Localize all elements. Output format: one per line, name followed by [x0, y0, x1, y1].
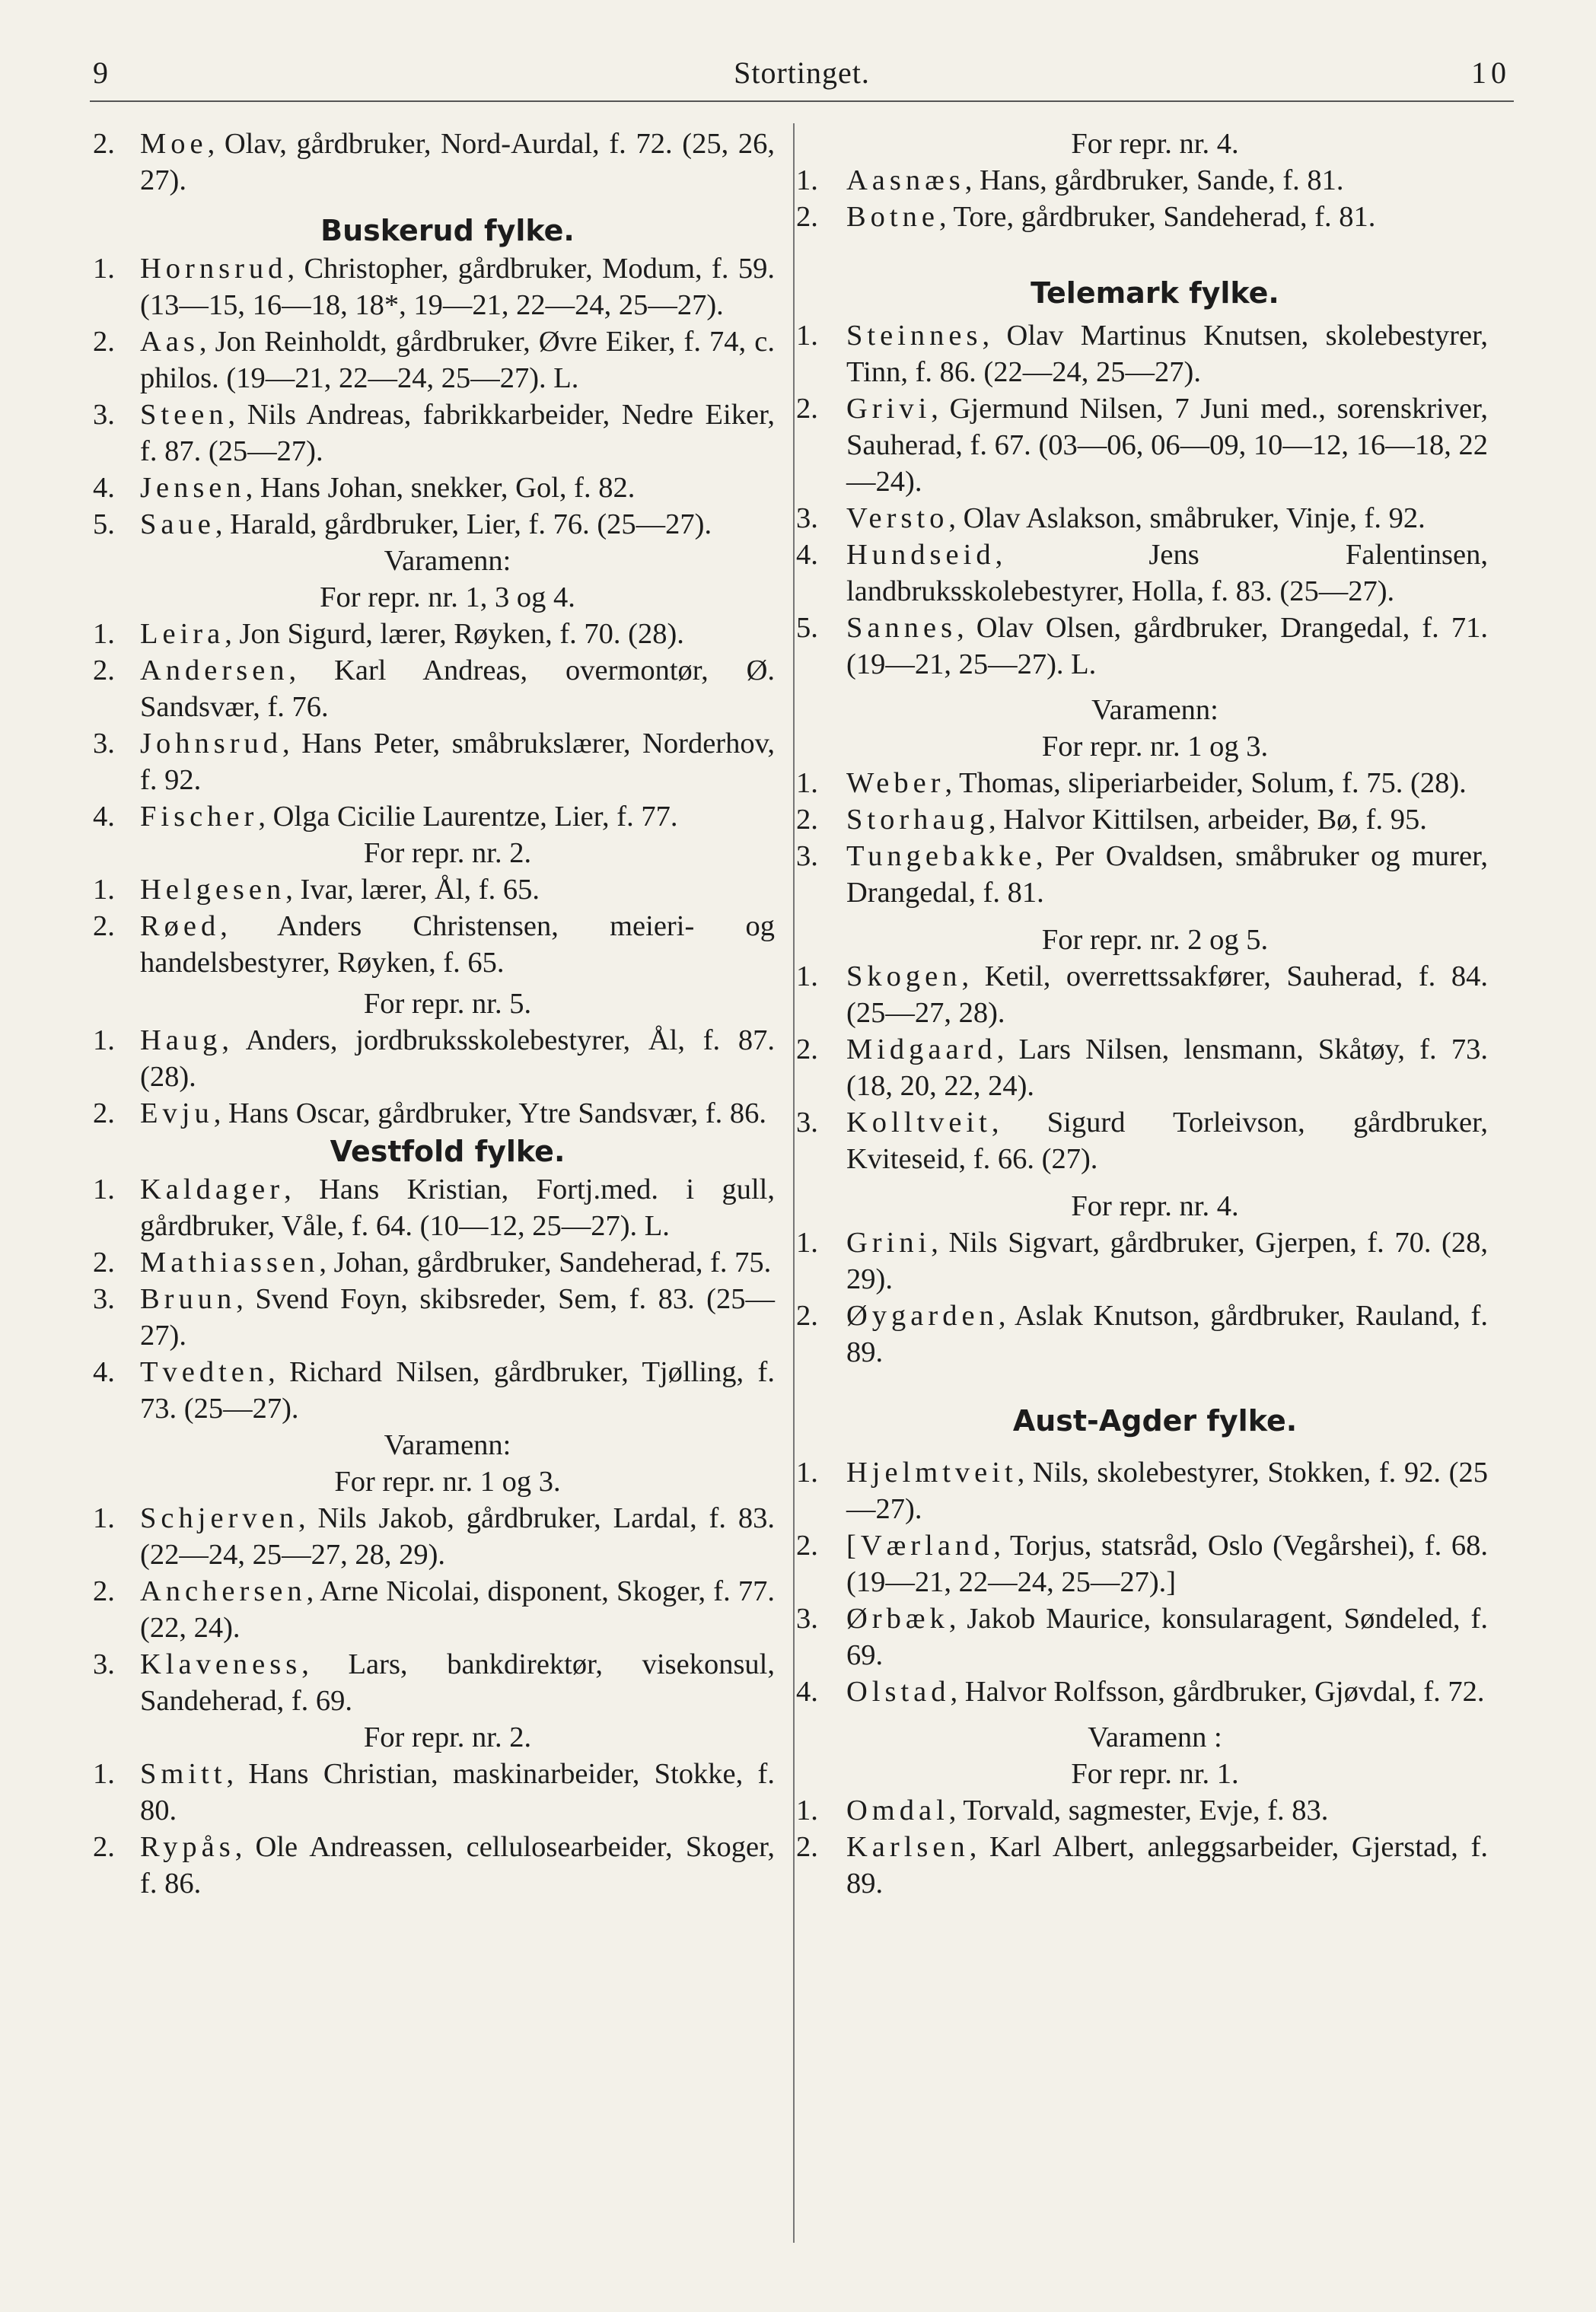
- entry-number: 1.: [796, 767, 818, 799]
- page-number-left: 9: [93, 56, 108, 90]
- entry-number: 2.: [796, 1831, 818, 1863]
- member-entry: [792, 162, 1488, 199]
- member-entry: [90, 1756, 775, 1829]
- member-entry: [792, 838, 1488, 911]
- member-entry: [90, 470, 775, 506]
- member-entry: [90, 1281, 775, 1354]
- entry-number: 3.: [93, 1648, 115, 1680]
- entry-surname: Ørbæk: [846, 1603, 949, 1635]
- entry-details: , Tore, gårdbruker, Sandeherad, f. 81.: [938, 201, 1376, 233]
- entry-number: 1.: [796, 1227, 818, 1259]
- running-title: Stortinget.: [734, 56, 870, 90]
- entry-number: 3.: [796, 1603, 818, 1635]
- entry-details: , Lars Nilsen, lensmann, Skåtøy, f. 73. (18, 20, 22, 24).: [846, 1033, 1488, 1102]
- member-entry: [792, 1600, 1488, 1673]
- member-entry: [90, 396, 775, 470]
- entry-surname: Saue: [140, 508, 215, 540]
- member-entry: [90, 126, 775, 199]
- entry-details: , Olav Martinus Knutsen, skolebestyrer, Tinn, f. 86. (22—24, 25—27).: [846, 320, 1488, 388]
- entry-surname: Hundseid: [846, 539, 996, 571]
- member-entry: [792, 1792, 1488, 1829]
- entry-details: , Ole Andreassen, cellulosearbeider, Skoger, f. 86.: [140, 1831, 775, 1900]
- member-entry: [90, 1829, 775, 1902]
- entry-number: 2.: [796, 393, 818, 425]
- entry-surname: Smitt: [140, 1758, 227, 1790]
- member-entry: [90, 871, 775, 908]
- entry-details: , Halvor Kittilsen, arbeider, Bø, f. 95.: [989, 804, 1427, 836]
- page-number-right: 10: [1471, 56, 1511, 90]
- entry-surname: Grivi: [846, 393, 932, 425]
- entry-number: 2.: [796, 1530, 818, 1562]
- entry-surname: Botne: [846, 201, 939, 233]
- member-entry: [792, 537, 1488, 610]
- section-subheading: For repr. nr. 1 og 3.: [334, 1466, 561, 1498]
- member-entry: [792, 958, 1488, 1031]
- entry-surname: Kolltveit: [846, 1107, 992, 1138]
- member-entry: [792, 1673, 1488, 1710]
- member-entry: [792, 1454, 1488, 1527]
- entry-details: , Torjus, statsråd, Oslo (Vegårshei), f. 68. (19—21, 22—24, 25—27).]: [846, 1530, 1488, 1598]
- member-entry: [792, 1104, 1488, 1177]
- entry-surname: Hornsrud: [140, 253, 288, 285]
- entry-details: , Richard Nilsen, gårdbruker, Tjølling, f. 73. (25—27).: [140, 1356, 775, 1425]
- entry-details: , Lars, bankdirektør, visekonsul, Sandeherad, f. 69.: [140, 1648, 775, 1717]
- entry-details: , Nils Jakob, gårdbruker, Lardal, f. 83. (22—24, 25—27, 28, 29).: [140, 1502, 775, 1571]
- entry-details: , Nils Sigvart, gårdbruker, Gjerpen, f. 70. (28, 29).: [846, 1227, 1488, 1295]
- entry-surname: Olstad: [846, 1676, 951, 1708]
- entry-details: , Johan, gårdbruker, Sandeherad, f. 75.: [319, 1247, 772, 1279]
- member-entry: [90, 1022, 775, 1095]
- entry-details: , Olav Aslakson, småbruker, Vinje, f. 92.: [948, 502, 1426, 534]
- entry-number: 4.: [93, 472, 115, 504]
- entry-surname: Anchersen: [140, 1575, 307, 1607]
- entry-surname: Omdal: [846, 1795, 949, 1826]
- entry-surname: Mathiassen: [140, 1247, 320, 1279]
- entry-details: , Jens Falentinsen, landbruksskolebestyrer, Holla, f. 83. (25—27).: [846, 539, 1488, 607]
- entry-number: 1.: [93, 874, 115, 906]
- section-subheading: For repr. nr. 2.: [363, 837, 532, 869]
- entry-details: , Ketil, overrettssakfører, Sauherad, f. 84. (25—27, 28).: [846, 960, 1488, 1029]
- entry-number: 2.: [796, 201, 818, 233]
- entry-number: 1.: [796, 1795, 818, 1826]
- entry-number: 2.: [796, 1033, 818, 1065]
- entry-number: 4.: [796, 539, 818, 571]
- member-entry: [90, 725, 775, 798]
- section-subheading: For repr. nr. 4.: [1071, 128, 1239, 160]
- entry-details: , Hans Johan, snekker, Gol, f. 82.: [245, 472, 636, 504]
- member-entry: [90, 1573, 775, 1646]
- entry-surname: Steinnes: [846, 320, 983, 352]
- entry-surname: Helgesen: [140, 874, 286, 906]
- entry-number: 1.: [796, 960, 818, 992]
- entry-number: 3.: [93, 399, 115, 431]
- entry-details: , Hans Peter, småbrukslærer, Norderhov, f. 92.: [140, 728, 775, 796]
- entry-surname: Skogen: [846, 960, 962, 992]
- entry-details: , Anders, jordbruksskolebestyrer, Ål, f. 87. (28).: [140, 1024, 775, 1093]
- entry-surname: Tvedten: [140, 1356, 269, 1388]
- entry-number: 4.: [93, 801, 115, 833]
- entry-number: 5.: [796, 612, 818, 644]
- entry-details: , Hans Christian, maskinarbeider, Stokke, f. 80.: [140, 1758, 775, 1826]
- entry-surname: Aas: [140, 326, 199, 358]
- entry-details: , Thomas, sliperiarbeider, Solum, f. 75. (28).: [945, 767, 1467, 799]
- entry-details: , Halvor Rolfsson, gårdbruker, Gjøvdal, f. 72.: [950, 1676, 1485, 1708]
- entry-number: 2.: [796, 1300, 818, 1332]
- entry-surname: Schjerven: [140, 1502, 298, 1534]
- entry-details: , Nils, skolebestyrer, Stokken, f. 92. (25—27).: [846, 1457, 1488, 1525]
- member-entry: [792, 1527, 1488, 1600]
- entry-number: 1.: [93, 1502, 115, 1534]
- entry-surname: Moe: [140, 128, 208, 160]
- entry-number: 1.: [796, 1457, 818, 1489]
- entry-number: 5.: [93, 508, 115, 540]
- entry-details: , Karl Andreas, overmontør, Ø. Sandsvær, f. 76.: [140, 654, 775, 723]
- entry-number: 2.: [93, 1247, 115, 1279]
- entry-details: , Arne Nicolai, disponent, Skoger, f. 77. (22, 24).: [140, 1575, 775, 1644]
- entry-surname: Øygarden: [846, 1300, 999, 1332]
- entry-number: 2.: [93, 654, 115, 686]
- entry-number: 1.: [93, 1174, 115, 1205]
- entry-number: 1.: [93, 1024, 115, 1056]
- entry-number: 4.: [796, 1676, 818, 1708]
- section-subheading: For repr. nr. 1, 3 og 4.: [320, 581, 575, 613]
- entry-details: , Torvald, sagmester, Evje, f. 83.: [948, 1795, 1329, 1826]
- member-entry: [90, 652, 775, 725]
- entry-details: , Olav Olsen, gårdbruker, Drangedal, f. 71. (19—21, 25—27). L.: [846, 612, 1488, 680]
- section-subheading: For repr. nr. 4.: [1071, 1190, 1239, 1222]
- section-subheading: Varamenn:: [1091, 694, 1219, 726]
- right-column: [792, 126, 1488, 1902]
- member-entry: [90, 323, 775, 396]
- member-entry: [90, 908, 775, 981]
- member-entry: [792, 1224, 1488, 1298]
- member-entry: [792, 1829, 1488, 1902]
- entry-surname: Johnsrud: [140, 728, 283, 760]
- member-entry: [792, 500, 1488, 537]
- member-entry: [792, 1298, 1488, 1371]
- entry-details: , Nils Andreas, fabrikkarbeider, Nedre Eiker, f. 87. (25—27).: [140, 399, 775, 467]
- member-entry: [792, 765, 1488, 801]
- entry-number: 1.: [796, 164, 818, 196]
- member-entry: [90, 1354, 775, 1427]
- entry-details: , Karl Albert, anleggsarbeider, Gjerstad, f. 89.: [846, 1831, 1488, 1900]
- entry-details: , Per Ovaldsen, småbruker og murer, Drangedal, f. 81.: [846, 840, 1488, 909]
- section-subheading: For repr. nr. 1 og 3.: [1041, 731, 1269, 763]
- entry-number: 2.: [93, 910, 115, 942]
- entry-surname: Midgaard: [846, 1033, 997, 1065]
- section-subheading: Varamenn :: [1088, 1721, 1222, 1753]
- entry-surname: Weber: [846, 767, 945, 799]
- entry-number: 4.: [93, 1356, 115, 1388]
- entry-number: 1.: [93, 618, 115, 650]
- entry-details: , Anders Christensen, meieri- og handelsbestyrer, Røyken, f. 65.: [140, 910, 775, 979]
- entry-number: 3.: [93, 728, 115, 760]
- county-heading: Buskerud fylke.: [320, 214, 575, 247]
- member-entry: [792, 610, 1488, 683]
- entry-surname: Aasnæs: [846, 164, 965, 196]
- entry-details: , Hans, gårdbruker, Sande, f. 81.: [964, 164, 1344, 196]
- entry-number: 1.: [93, 253, 115, 285]
- entry-surname: Klaveness: [140, 1648, 302, 1680]
- member-entry: [90, 506, 775, 543]
- entry-surname: Storhaug: [846, 804, 989, 836]
- member-entry: [792, 1031, 1488, 1104]
- entry-surname: Grini: [846, 1227, 932, 1259]
- entry-details: , Christopher, gårdbruker, Modum, f. 59. (13—15, 16—18, 18*, 19—21, 22—24, 25—27).: [140, 253, 775, 321]
- entry-details: , Sigurd Torleivson, gårdbruker, Kviteseid, f. 66. (27).: [846, 1107, 1488, 1175]
- member-entry: [90, 616, 775, 652]
- member-entry: [90, 1171, 775, 1244]
- section-subheading: For repr. nr. 5.: [363, 988, 532, 1020]
- county-heading: Telemark fylke.: [1031, 276, 1279, 310]
- section-subheading: Varamenn:: [384, 545, 511, 577]
- entry-details: , Olav, gårdbruker, Nord-Aurdal, f. 72. (25, 26, 27).: [140, 128, 775, 196]
- entry-details: , Hans Kristian, Fortj.med. i gull, gårdbruker, Våle, f. 64. (10—12, 25—27). L.: [140, 1174, 775, 1242]
- entry-number: 2.: [93, 1097, 115, 1129]
- entry-details: , Gjermund Nilsen, 7 Juni med., sorenskriver, Sauherad, f. 67. (03—06, 06—09, 10—12, 16—18, 22—24).: [846, 393, 1488, 498]
- entry-number: 2.: [93, 1575, 115, 1607]
- entry-surname: Fischer: [140, 801, 259, 833]
- section-subheading: Varamenn:: [384, 1429, 511, 1461]
- section-subheading: For repr. nr. 2 og 5.: [1041, 924, 1269, 956]
- entry-surname: Versto: [846, 502, 949, 534]
- entry-surname: Hjelmtveit: [846, 1457, 1018, 1489]
- member-entry: [90, 250, 775, 323]
- entry-details: , Aslak Knutson, gårdbruker, Rauland, f. 89.: [846, 1300, 1488, 1368]
- entry-details: , Olga Cicilie Laurentze, Lier, f. 77.: [258, 801, 678, 833]
- entry-number: 2.: [93, 326, 115, 358]
- entry-details: , Harald, gårdbruker, Lier, f. 76. (25—27).: [215, 508, 712, 540]
- entry-number: 3.: [796, 840, 818, 872]
- entry-number: 1.: [93, 1758, 115, 1790]
- member-entry: [792, 801, 1488, 838]
- page-header: [90, 47, 1514, 102]
- member-entry: [792, 317, 1488, 390]
- entry-surname: Sannes: [846, 612, 957, 644]
- entry-number: 3.: [93, 1283, 115, 1315]
- entry-surname: Steen: [140, 399, 228, 431]
- entry-details: , Svend Foyn, skibsreder, Sem, f. 83. (25—27).: [140, 1283, 775, 1352]
- entry-number: 2.: [93, 128, 115, 160]
- entry-number: 2.: [796, 804, 818, 836]
- entry-surname: Jensen: [140, 472, 246, 504]
- entry-surname: Haug: [140, 1024, 222, 1056]
- entry-surname: Røed: [140, 910, 221, 942]
- member-entry: [90, 1646, 775, 1719]
- county-heading: Aust-Agder fylke.: [1012, 1404, 1298, 1438]
- section-subheading: For repr. nr. 2.: [363, 1721, 532, 1753]
- entry-surname: Evju: [140, 1097, 214, 1129]
- entry-number: 3.: [796, 502, 818, 534]
- entry-number: 2.: [93, 1831, 115, 1863]
- entry-details: , Jon Sigurd, lærer, Røyken, f. 70. (28).: [225, 618, 684, 650]
- member-entry: [792, 390, 1488, 500]
- member-entry: [90, 1095, 775, 1132]
- entry-surname: Andersen: [140, 654, 289, 686]
- entry-surname: [Værland: [846, 1530, 994, 1562]
- entry-details: , Jon Reinholdt, gårdbruker, Øvre Eiker, f. 74, c. philos. (19—21, 22—24, 25—27). L.: [140, 326, 775, 394]
- county-heading: Vestfold fylke.: [330, 1135, 565, 1168]
- entry-surname: Tungebakke: [846, 840, 1036, 872]
- entry-details: , Ivar, lærer, Ål, f. 65.: [285, 874, 540, 906]
- entry-number: 1.: [796, 320, 818, 352]
- entry-surname: Rypås: [140, 1831, 235, 1863]
- member-entry: [90, 798, 775, 835]
- section-subheading: For repr. nr. 1.: [1071, 1758, 1239, 1790]
- entry-number: 3.: [796, 1107, 818, 1138]
- member-entry: [90, 1244, 775, 1281]
- member-entry: [792, 199, 1488, 235]
- entry-surname: Kaldager: [140, 1174, 285, 1205]
- entry-details: , Hans Oscar, gårdbruker, Ytre Sandsvær, f. 86.: [213, 1097, 767, 1129]
- entry-details: , Jakob Maurice, konsularagent, Søndeled, f. 69.: [846, 1603, 1488, 1671]
- entry-surname: Leira: [140, 618, 225, 650]
- entry-surname: Bruun: [140, 1283, 237, 1315]
- member-entry: [90, 1500, 775, 1573]
- left-column: [90, 126, 775, 1902]
- entry-surname: Karlsen: [846, 1831, 970, 1863]
